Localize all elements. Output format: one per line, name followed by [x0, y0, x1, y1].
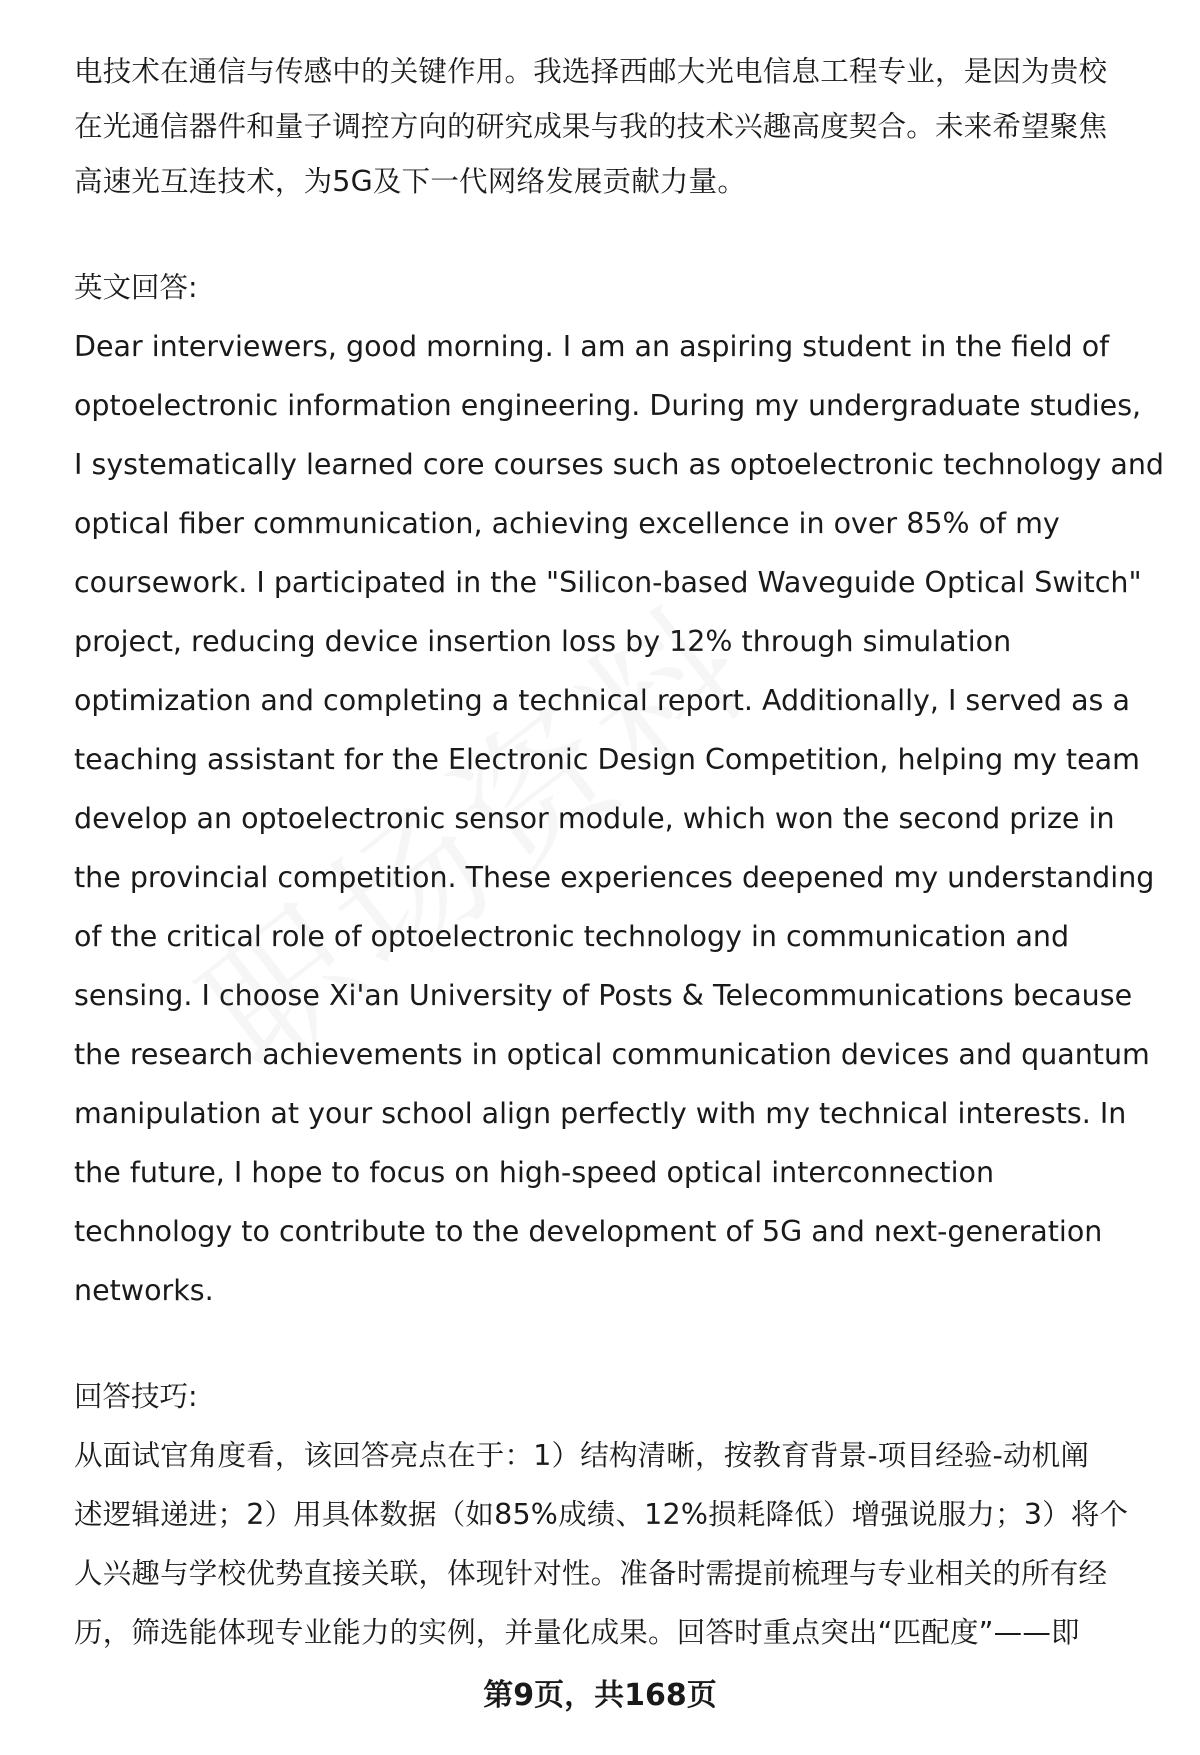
english-line: of the critical role of optoelectronic technology in communication and — [74, 920, 1070, 953]
english-answer-heading: 英文回答: — [74, 271, 198, 304]
tips-line: 人兴趣与学校优势直接关联，体现针对性。准备时需提前梳理与专业相关的所有经 — [74, 1557, 1108, 1590]
english-line: coursework. I participated in the "Silicon-based Waveguide Optical Switch" — [74, 566, 1142, 599]
tips-heading: 回答技巧: — [74, 1380, 198, 1413]
tips-line: 述逻辑递进；2）用具体数据（如85%成绩、12%损耗降低）增强说服力；3）将个 — [74, 1498, 1129, 1531]
english-line: develop an optoelectronic sensor module, which won the second prize in — [74, 802, 1115, 835]
english-line: optoelectronic information engineering. During my undergraduate studies, — [74, 389, 1142, 422]
english-line: the research achievements in optical communication devices and quantum — [74, 1038, 1150, 1071]
intro-line: 电技术在通信与传感中的关键作用。我选择西邮大光电信息工程专业，是因为贵校 — [74, 55, 1108, 88]
english-line: I systematically learned core courses such as optoelectronic technology and — [74, 448, 1165, 481]
english-line: optimization and completing a technical report. Additionally, I served as a — [74, 684, 1130, 717]
english-line: technology to contribute to the development of 5G and next-generation — [74, 1215, 1103, 1248]
english-line: optical fiber communication, achieving excellence in over 85% of my — [74, 507, 1060, 540]
english-line: sensing. I choose Xi'an University of Posts & Telecommunications because — [74, 979, 1133, 1012]
english-line: the future, I hope to focus on high-speed optical interconnection — [74, 1156, 995, 1189]
intro-line: 高速光互连技术，为5G及下一代网络发展贡献力量。 — [74, 165, 747, 198]
tips-line: 从面试官角度看，该回答亮点在于：1）结构清晰，按教育背景-项目经验-动机阐 — [74, 1439, 1090, 1472]
english-line: networks. — [74, 1274, 214, 1307]
english-line: the provincial competition. These experiences deepened my understanding — [74, 861, 1155, 894]
english-line: Dear interviewers, good morning. I am an aspiring student in the field of — [74, 330, 1110, 363]
page-number: 第9页，共168页 — [483, 1678, 717, 1713]
english-line: project, reducing device insertion loss by 12% through simulation — [74, 625, 1012, 658]
english-line: teaching assistant for the Electronic Design Competition, helping my team — [74, 743, 1140, 776]
english-line: manipulation at your school align perfectly with my technical interests. In — [74, 1097, 1127, 1130]
tips-line: 历，筛选能体现专业能力的实例，并量化成果。回答时重点突出“匹配度”——即 — [74, 1616, 1080, 1649]
intro-line: 在光通信器件和量子调控方向的研究成果与我的技术兴趣高度契合。未来希望聚焦 — [74, 110, 1108, 143]
